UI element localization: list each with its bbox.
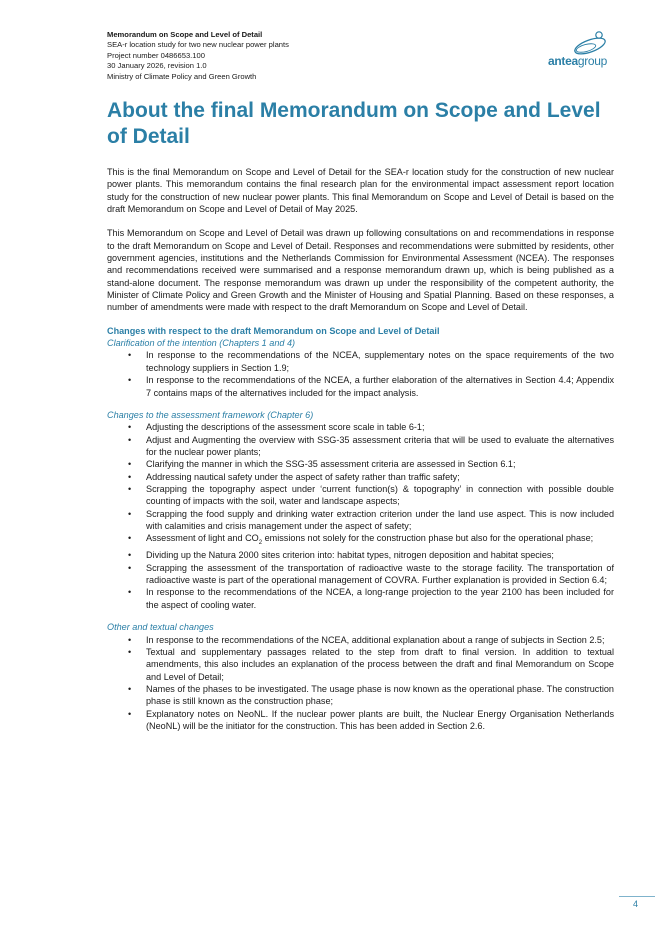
list-item: • In response to the recommendations of the NCEA, a further elaboration of the alternatives in Section 4.4; Appendix 7 contains maps of the alternatives included for the impact analysis. [107,374,614,399]
list-item: • Names of the phases to be investigated. The usage phase is now known as the operational phase. The construction phase is still known as the construction phase; [107,683,614,708]
subheading-clarification: Clarification of the intention (Chapters 1 and 4) [107,338,296,349]
list-item: • Adjust and Augmenting the overview with SSG-35 assessment criteria that will be used to evaluate the alternatives for the nuclear power plants; [107,434,614,459]
page-number: 4 [633,899,639,909]
list-item-co2: • Assessment of light and $CO_2$ emissions not solely for the construction phase but also for the operational phase; [107,532,614,549]
changes-heading: Changes with respect to the draft Memorandum on Scope and Level of Detail [107,325,440,336]
document-body [107,166,614,732]
other-changes-list [107,634,614,733]
header-project-number: Project number 0486653.100 [107,50,205,60]
list-item: • Addressing nautical safety under the aspect of safety rather than traffic safety; [107,471,614,483]
list-item: • Scrapping the assessment of the transportation of radioactive waste to the storage facility. The transportation of radioactive waste is part of the operational management of COVRA. Further explanation is provided in Section 6.4; [107,562,614,587]
list-item: • Dividing up the Natura 2000 sites criterion into: habitat types, nitrogen deposition and habitat species; [107,549,614,561]
intro-paragraph-1: This is the final Memorandum on Scope and Level of Detail for the SEA-r location study for the construction of new nuclear power plants. This memorandum contains the final research plan for the environmental impact assessment report location study for the construction of new nuclear power plants. This final Memorandum on Scope and Level of Detail is based on the draft Memorandum on Scope and Level of Detail of May 2025. [107,167,614,215]
list-item: • Textual and supplementary passages related to the step from draft to final version. In addition to textual amendments, this also includes an explanation of the process between the draft and final Memorandum on Scope and Level of Detail; [107,646,614,683]
list-item: • In response to the recommendations of the NCEA, supplementary notes on the space requirements of the two technology suppliers in Section 1.9; [107,349,614,374]
logo-wordmark: anteagroup [548,54,608,68]
antea-group-logo [548,30,618,68]
header-title: Memorandum on Scope and Level of Detail [107,30,263,39]
logo-swirl-icon [548,30,618,56]
assessment-framework-list [107,421,614,611]
header-study: SEA-r location study for two new nuclear power plants [107,40,289,50]
subheading-assessment-framework: Changes to the assessment framework (Chapter 6) [107,409,314,420]
list-item: • Adjusting the descriptions of the assessment score scale in table 6-1; [107,421,614,433]
list-item: • In response to the recommendations of the NCEA, additional explanation about a range of subjects in Section 2.5; [107,634,614,646]
list-item: • Scrapping the food supply and drinking water extraction criterion under the land use aspect. This is now included with calamities and crisis management under the aspect of safety; [107,508,614,533]
intro-paragraph-2: This Memorandum on Scope and Level of Detail was drawn up following consultations on and recommendations in response to the draft Memorandum on Scope and Level of Detail. Responses and recommendations were submitted by residents, other government agencies, institutions and the Netherlands Commission for Environmental Assessment (NCEA). The responses and recommendations received were summarised and a response memorandum drawn up, which is being published as a stand-alone document. The response memorandum was drawn up under the responsibility of the competent authority, the Minister of Climate Policy and Green Growth and the Minister of Housing and Spatial Planning. Based on these responses, a number of amendments were made with respect to the draft Memorandum on Scope and Level of Detail. [107,228,614,313]
list-item: • In response to the recommendations of the NCEA, a long-range projection to the year 2100 has been included for the aspect of cooling water. [107,586,614,611]
header-ministry: Ministry of Climate Policy and Green Growth [107,71,257,81]
subheading-other-changes: Other and textual changes [107,622,214,633]
list-item: • Explanatory notes on NeoNL. If the nuclear power plants are built, the Nuclear Energy Organisation Netherlands (NeoNL) will be the initiator for the construction. This has been added in Section 2.6. [107,708,614,733]
document-header [107,30,289,82]
list-item: • Scrapping the topography aspect under ‘current function(s) & topography’ in connection with possible double counting of impacts with the soil, water and landscape aspects; [107,483,614,508]
footer-rule [619,896,655,897]
list-item: • Clarifying the manner in which the SSG-35 assessment criteria are assessed in Section 6.1; [107,458,614,470]
header-date-revision: 30 January 2026, revision 1.0 [107,61,207,71]
page-title: About the final Memorandum on Scope and Level of Detail [107,99,601,148]
clarification-list [107,349,614,398]
